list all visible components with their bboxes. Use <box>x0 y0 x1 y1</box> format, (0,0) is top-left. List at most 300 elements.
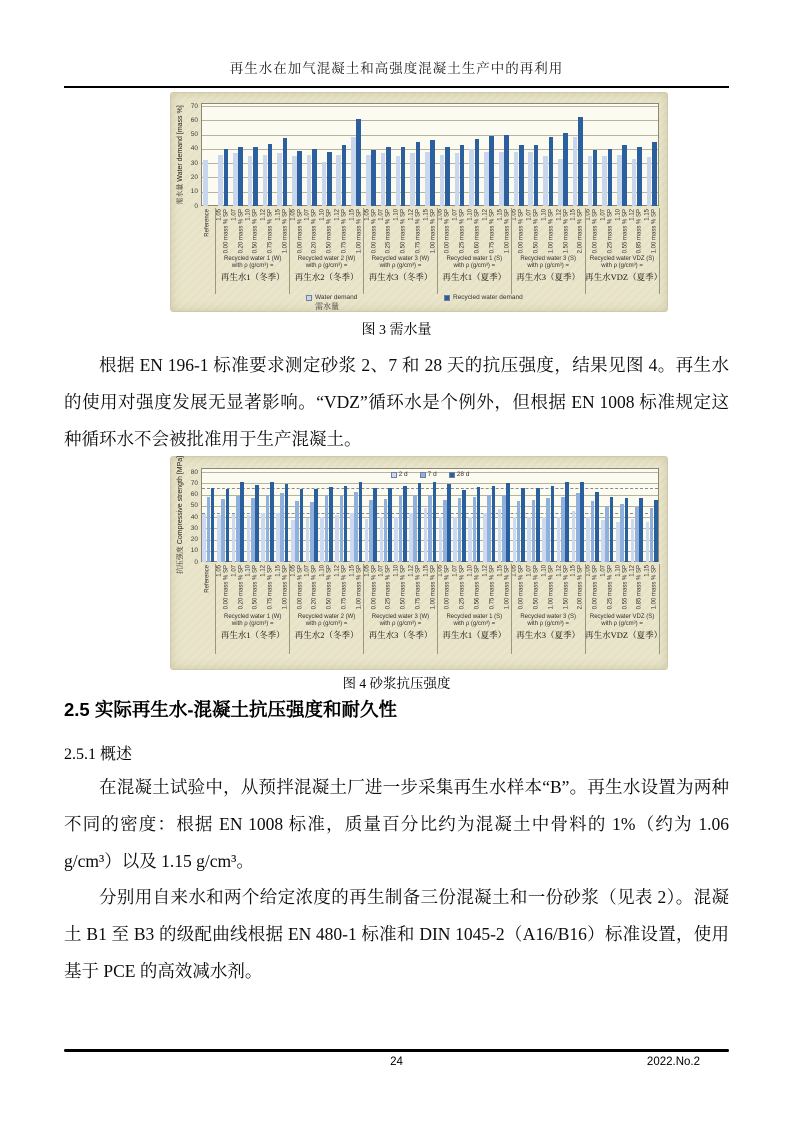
x-tick-label: 1.12 1.50 mass % SP <box>555 209 569 254</box>
x-tick-cell <box>349 564 364 614</box>
bar-recycled-water-demand <box>283 138 288 206</box>
bar-recycled-water-demand <box>297 151 302 206</box>
bar-7-d <box>369 500 373 562</box>
bar-7-d <box>546 498 550 562</box>
bar-2-d <box>276 513 280 563</box>
bar-water-demand <box>351 137 356 206</box>
paragraph-concrete-tests: 在混凝土试验中，从预拌混凝土厂进一步采集再生水样本“B”。再生水设置为两种不同的密度：根据 EN 1008 标准，质量百分比约为混凝土中骨料的 1%（约为 1.06 g/cm³）以及 1.15 g/cm³。 <box>64 777 729 871</box>
bar-28-d <box>477 487 481 562</box>
x-tick-label: 1.07 0.50 mass % SP <box>526 565 539 610</box>
x-tick-label: 1.12 0.75 mass % SP <box>408 565 421 610</box>
x-tick-cell <box>216 564 231 614</box>
group-name-en: Recycled water 1 (S) <box>446 614 503 620</box>
header-rule <box>64 86 729 88</box>
x-tick-label: 1.15 1.00 mass % SP <box>496 565 510 610</box>
bar-2-d <box>601 520 605 562</box>
x-tick-cell <box>452 564 467 614</box>
group-name-en: Recycled water 3 (W) <box>371 614 430 620</box>
bar-2-d <box>527 517 531 562</box>
bar-recycled-water-demand <box>268 144 273 206</box>
bar-recycled-water-demand <box>608 149 613 206</box>
x-tick-cell <box>644 208 659 256</box>
x-tick-cell <box>526 564 541 614</box>
group-density-note: with ρ (g/cm³) = <box>527 263 569 269</box>
x-tick-cell <box>393 564 408 614</box>
bar-recycled-water-demand <box>238 147 243 206</box>
x-tick-cell <box>615 564 630 614</box>
bar-water-demand <box>218 155 223 206</box>
legend-label-zh: 需水量 <box>315 301 339 311</box>
bar-recycled-water-demand <box>224 149 229 206</box>
x-tick-cell <box>304 564 319 614</box>
y-axis-tick-label: 0 <box>194 558 198 566</box>
bar-recycled-water-demand <box>327 152 332 206</box>
legend-label: Water demand <box>315 294 358 301</box>
bar-28-d <box>373 488 377 562</box>
bar-28-d <box>300 489 304 562</box>
x-group-label <box>585 614 663 654</box>
bar-28-d <box>610 497 614 562</box>
x-tick-label: 1.07 0.25 mass % SP <box>600 209 613 254</box>
x-tick-cell <box>482 564 497 614</box>
x-tick-cell <box>378 208 393 256</box>
bar-water-demand <box>469 149 474 206</box>
group-name-en: Recycled water 3 (S) <box>520 614 577 620</box>
x-tick-cell <box>423 208 438 256</box>
bar-recycled-water-demand <box>312 149 317 206</box>
bar-7-d <box>576 493 580 562</box>
bar-recycled-water-demand <box>622 145 627 206</box>
y-gridline <box>202 135 658 136</box>
footer-rule <box>64 1049 729 1052</box>
bar-water-demand <box>410 153 415 206</box>
x-tick-label: 1.10 0.50 mass % SP <box>245 209 259 254</box>
x-tick-label: 1.07 0.25 mass % SP <box>452 209 466 254</box>
x-tick-label: 1.10 0.56 mass % SP <box>467 565 480 610</box>
group-name-en: Recycled water 1 (W) <box>224 256 282 262</box>
x-tick-label: 1.07 0.20 mass % SP <box>304 565 318 610</box>
bar-28-d <box>639 498 643 562</box>
bar-recycled-water-demand <box>519 145 524 206</box>
y-axis-tick-label: 40 <box>190 513 198 521</box>
bar-water-demand <box>455 153 460 206</box>
x-tick-label: 1.07 0.20 mass % SP <box>230 209 244 254</box>
y-axis-tick-label: 50 <box>190 502 198 510</box>
group-density-note: with ρ (g/cm³) = <box>601 621 643 627</box>
bar-7-d <box>354 492 358 562</box>
bar-28-d <box>211 488 215 562</box>
x-group-label <box>437 614 511 654</box>
legend-entry <box>444 294 523 302</box>
x-tick-label: 1.05 0.00 mass % SP <box>585 209 599 254</box>
x-tick-label: 1.07 0.50 mass % SP <box>526 209 539 254</box>
legend-text <box>453 294 523 302</box>
bar-7-d <box>458 498 462 562</box>
x-tick-cell <box>231 208 246 256</box>
bar-7-d <box>310 502 314 562</box>
bar-recycled-water-demand <box>549 137 554 206</box>
bar-7-d <box>532 500 536 562</box>
y-axis-tick-label: 10 <box>190 547 198 555</box>
group-name-zh: 再生水3（夏季） <box>516 630 581 640</box>
legend-text <box>315 294 357 311</box>
x-tick-label: 1.12 0.85 mass % SP <box>629 565 643 610</box>
bar-recycled-water-demand <box>445 147 450 206</box>
x-tick-label: 1.05 0.00 mass % SP <box>437 565 451 610</box>
x-tick-label: 1.15 1.00 mass % SP <box>644 209 658 254</box>
page-header-title: 再生水在加气混凝土和高强度混凝土生产中的再利用 <box>229 61 564 76</box>
x-tick-cell <box>408 564 423 614</box>
subsection-heading-2-5-1: 2.5.1 概述 <box>64 746 133 763</box>
bar-28-d <box>344 486 348 563</box>
bar-water-demand <box>336 155 341 206</box>
bar-recycled-water-demand <box>489 136 494 206</box>
x-group-label <box>364 614 438 654</box>
x-tick-cell <box>408 208 423 256</box>
bar-28-d <box>403 486 407 563</box>
x-tick-cell <box>260 208 275 256</box>
bar-2-d <box>424 508 428 562</box>
legend-entry <box>420 471 437 479</box>
group-name-zh: 再生水1（夏季） <box>442 272 507 282</box>
x-tick-label: 1.07 0.20 mass % SP <box>304 209 318 254</box>
bar-water-demand <box>366 155 371 206</box>
x-tick-cell <box>437 564 452 614</box>
bar-water-demand <box>292 156 297 206</box>
x-tick-label: 1.15 1.00 mass % SP <box>275 209 288 254</box>
x-tick-label: 1.10 0.55 mass % SP <box>615 209 628 254</box>
group-name-zh: 再生水VDZ（夏季） <box>585 272 663 282</box>
bar-28-d <box>565 482 569 562</box>
bar-2-d <box>586 517 590 562</box>
group-name-zh: 再生水3（冬季） <box>368 630 433 640</box>
x-tick-label: 1.12 0.75 mass % SP <box>408 209 421 254</box>
x-tick-label: 1.12 0.75 mass % SP <box>482 565 495 610</box>
x-tick-label: 1.05 0.00 mass % SP <box>290 209 303 254</box>
x-tick-cell <box>245 564 260 614</box>
group-name-zh: 再生水2（冬季） <box>294 630 359 640</box>
legend-entry <box>391 471 408 479</box>
bar-7-d <box>620 504 624 563</box>
bar-28-d <box>226 489 230 562</box>
bar-recycled-water-demand <box>342 145 347 206</box>
x-tick-label: 1.15 1.00 mass % SP <box>644 565 658 610</box>
group-name-en: Recycled water 2 (W) <box>297 256 356 262</box>
x-tick-cell <box>245 208 260 256</box>
bar-7-d <box>443 500 447 562</box>
x-group-label <box>290 614 364 654</box>
bar-water-demand <box>588 156 593 206</box>
bar-2-d <box>247 515 251 562</box>
bar-7-d <box>340 496 344 562</box>
bar-7-d <box>384 499 388 562</box>
bar-2-d <box>335 515 339 562</box>
x-tick-label: 1.05 0.00 mass % SP <box>511 565 525 610</box>
bar-2-d <box>350 513 354 563</box>
x-tick-cell <box>260 564 275 614</box>
legend-label: 2 d <box>398 471 408 478</box>
x-tick-cell <box>364 208 379 256</box>
x-tick-cell <box>290 208 305 256</box>
bar-7-d <box>251 498 255 562</box>
bar-recycled-water-demand <box>563 133 568 206</box>
bar-2-d <box>498 509 502 562</box>
bar-recycled-water-demand <box>578 117 583 206</box>
group-name-zh: 再生水2（冬季） <box>294 272 359 282</box>
x-group-label <box>585 256 663 294</box>
bar-water-demand <box>263 155 268 206</box>
x-tick-label: 1.05 0.00 mass % SP <box>511 209 525 254</box>
x-tick-cell <box>349 208 364 256</box>
bar-28-d <box>270 482 274 562</box>
x-group-label <box>511 614 585 654</box>
legend-label: 7 d <box>427 471 437 478</box>
x-tick-label: 1.12 0.85 mass % SP <box>629 209 643 254</box>
x-tick-label: 1.05 0.00 mass % SP <box>290 565 303 610</box>
bar-water-demand <box>602 156 607 206</box>
bar-water-demand <box>632 159 637 206</box>
group-name-zh: 再生水1（冬季） <box>220 272 285 282</box>
group-density-note: with ρ (g/cm³) = <box>231 263 274 269</box>
group-density-note: with ρ (g/cm³) = <box>601 263 643 269</box>
bar-water-demand <box>381 153 386 206</box>
bar-recycled-water-demand <box>593 150 598 206</box>
x-tick-cell <box>275 564 290 614</box>
x-group-label <box>216 256 290 294</box>
bar-7-d <box>221 499 225 562</box>
bar-water-demand <box>248 156 253 206</box>
x-tick-label: 1.05 0.00 mass % SP <box>363 209 377 254</box>
bar-28-d <box>580 482 584 562</box>
bar-water-demand <box>543 156 548 206</box>
x-tick-label: 1.12 0.75 mass % SP <box>334 209 347 254</box>
legend-swatch <box>444 295 450 301</box>
bar-water-demand <box>233 153 238 206</box>
x-tick-label: 1.12 0.75 mass % SP <box>334 565 347 610</box>
bar-water-demand <box>322 162 327 206</box>
y-axis-tick-label: 30 <box>190 159 198 167</box>
x-tick-cell <box>541 208 556 256</box>
x-tick-label: 1.05 0.00 mass % SP <box>216 565 229 610</box>
x-tick-cell <box>437 208 452 256</box>
group-density-note: with ρ (g/cm³) = <box>379 263 422 269</box>
bar-2-d <box>202 514 206 562</box>
bar-28-d <box>521 488 525 562</box>
x-tick-cell <box>526 208 541 256</box>
x-tick-cell <box>585 564 600 614</box>
x-tick-label: 1.10 0.50 mass % SP <box>393 209 406 254</box>
bar-water-demand <box>499 152 504 206</box>
bar-7-d <box>236 496 240 562</box>
bar-28-d <box>388 488 392 562</box>
bar-2-d <box>409 513 413 563</box>
bar-2-d <box>320 517 324 562</box>
x-tick-label: 1.10 1.00 mass % SP <box>541 565 554 610</box>
x-tick-cell <box>556 208 571 256</box>
x-tick-cell <box>393 208 408 256</box>
bar-28-d <box>506 483 510 562</box>
x-tick-cell <box>378 564 393 614</box>
x-tick-cell <box>231 564 246 614</box>
legend-entry <box>306 294 357 311</box>
x-tick-label: 1.05 0.00 mass % SP <box>585 565 599 610</box>
group-density-note: with ρ (g/cm³) = <box>305 263 348 269</box>
group-name-en: Recycled water 3 (W) <box>371 256 430 262</box>
x-tick-cell <box>615 208 630 256</box>
paragraph-mix-design: 分别用自来水和两个给定浓度的再生制备三份混凝土和一份砂浆（见表 2）。混凝土 B1 至 B3 的级配曲线根据 EN 480-1 标准和 DIN 1045-2（A16/B16）标准设置，使用基于 PCE 的高效减水剂。 <box>64 887 729 981</box>
x-tick-label: Reference <box>204 565 211 593</box>
group-name-zh: 再生水1（夏季） <box>442 630 507 640</box>
bar-2-d <box>394 517 398 562</box>
x-tick-label: 1.07 0.25 mass % SP <box>600 565 613 610</box>
y-gridline <box>202 106 658 107</box>
y-axis-title: 抗压强度 Compressive strength [MPa] <box>177 455 184 575</box>
x-tick-label: 1.07 0.20 mass % SP <box>230 565 244 610</box>
x-tick-cell <box>629 208 644 256</box>
group-name-en: Recycled water 1 (S) <box>446 256 503 262</box>
x-tick-label: 1.10 0.55 mass % SP <box>615 565 628 610</box>
bar-recycled-water-demand <box>371 150 376 206</box>
bar-recycled-water-demand <box>430 140 435 206</box>
bar-water-demand <box>277 153 282 206</box>
bar-recycled-water-demand <box>401 147 406 206</box>
x-tick-label: 1.15 2.00 mass % SP <box>570 209 584 254</box>
x-tick-label: 1.15 2.00 mass % SP <box>570 565 584 610</box>
bar-7-d <box>591 501 595 562</box>
x-tick-cell <box>319 208 334 256</box>
y-axis-tick-label: 60 <box>190 491 198 498</box>
x-tick-cell <box>467 564 482 614</box>
y-axis-tick-label: 10 <box>190 188 198 196</box>
x-tick-cell <box>585 208 600 256</box>
bar-7-d <box>325 495 329 563</box>
x-tick-cell <box>556 564 571 614</box>
x-tick-cell <box>201 208 216 256</box>
bar-28-d <box>359 482 363 562</box>
bar-water-demand <box>558 159 563 206</box>
x-group-label <box>437 256 511 294</box>
bar-2-d <box>468 517 472 562</box>
bar-recycled-water-demand <box>475 139 480 206</box>
bar-recycled-water-demand <box>356 119 361 206</box>
group-density-note: with ρ (g/cm³) = <box>231 621 274 627</box>
bar-7-d <box>428 495 432 563</box>
bar-28-d <box>418 483 422 562</box>
bar-7-d <box>487 495 491 563</box>
figure4-caption: 图 4 砂浆抗压强度 <box>342 676 451 691</box>
group-name-en: Recycled water 3 (S) <box>520 256 577 262</box>
x-tick-label: 1.15 1.00 mass % SP <box>423 565 436 610</box>
x-tick-label: 1.10 0.50 mass % SP <box>319 565 333 610</box>
group-name-en: Recycled water VDZ (S) <box>589 256 655 262</box>
group-density-note: with ρ (g/cm³) = <box>379 621 422 627</box>
group-name-en: Recycled water VDZ (S) <box>589 614 655 620</box>
bar-water-demand <box>484 152 489 206</box>
x-tick-cell <box>319 564 334 614</box>
x-tick-label: 1.15 1.00 mass % SP <box>496 209 510 254</box>
x-tick-label: 1.07 0.25 mass % SP <box>378 565 392 610</box>
y-axis-tick-label: 60 <box>190 116 198 124</box>
x-tick-label: 1.10 0.50 mass % SP <box>319 209 333 254</box>
x-tick-cell <box>482 208 497 256</box>
figure4-compressive-strength-chart <box>170 456 668 670</box>
legend-swatch <box>306 295 312 301</box>
group-density-note: with ρ (g/cm³) = <box>453 621 496 627</box>
bar-28-d <box>433 482 437 562</box>
x-tick-cell <box>467 208 482 256</box>
bar-water-demand <box>425 152 430 206</box>
bar-28-d <box>447 484 451 562</box>
bar-recycled-water-demand <box>504 135 509 206</box>
bar-2-d <box>483 513 487 563</box>
x-tick-label: 1.07 0.25 mass % SP <box>378 209 392 254</box>
bar-2-d <box>291 520 295 562</box>
x-tick-label: 1.05 0.00 mass % SP <box>216 209 229 254</box>
bar-recycled-water-demand <box>386 147 391 206</box>
x-tick-cell <box>496 208 511 256</box>
legend-label: Recycled water demand <box>453 294 523 301</box>
bar-2-d <box>542 517 546 562</box>
bar-recycled-water-demand <box>253 147 258 206</box>
group-name-en: Recycled water 1 (W) <box>224 614 282 620</box>
x-tick-cell <box>600 564 615 614</box>
legend-swatch <box>420 472 426 478</box>
x-tick-cell <box>275 208 290 256</box>
figure3-water-demand-chart <box>170 92 668 312</box>
bar-2-d <box>513 517 517 562</box>
y-axis-tick-label: 40 <box>190 145 198 153</box>
y-axis-title: 需水量 Water demand [mass %] <box>177 104 184 205</box>
x-tick-label: 1.12 0.75 mass % SP <box>482 209 495 254</box>
x-tick-cell <box>496 564 511 614</box>
bar-2-d <box>631 519 635 562</box>
x-tick-label: 1.12 0.75 mass % SP <box>260 565 273 610</box>
group-density-note: with ρ (g/cm³) = <box>453 263 496 269</box>
legend-row <box>201 471 659 480</box>
x-tick-cell <box>511 208 526 256</box>
bar-28-d <box>654 500 658 562</box>
x-tick-label: 1.05 0.00 mass % SP <box>437 209 451 254</box>
x-tick-cell <box>644 564 659 614</box>
x-tick-cell <box>629 564 644 614</box>
y-axis-tick-label: 70 <box>190 102 198 110</box>
bar-2-d <box>453 517 457 562</box>
bar-2-d <box>380 517 384 562</box>
y-axis-tick-label: 20 <box>190 536 198 543</box>
y-axis-tick-label: 50 <box>190 131 198 139</box>
bar-28-d <box>492 486 496 562</box>
x-tick-label: 1.15 1.00 mass % SP <box>349 565 362 610</box>
x-tick-label: 1.05 0.00 mass % SP <box>363 565 377 610</box>
x-tick-label: 1.12 0.75 mass % SP <box>260 209 273 254</box>
bar-2-d <box>439 517 443 562</box>
x-tick-cell <box>290 564 305 614</box>
group-name-zh: 再生水VDZ（夏季） <box>585 630 663 640</box>
bar-7-d <box>605 506 609 562</box>
bar-2-d <box>365 519 369 562</box>
issue-number: 2022.No.2 <box>646 1056 700 1068</box>
x-tick-label: 1.10 0.50 mass % SP <box>393 565 406 610</box>
x-tick-label: 1.15 1.00 mass % SP <box>275 565 288 610</box>
bar-28-d <box>551 486 555 563</box>
bar-28-d <box>625 498 629 562</box>
x-group-label <box>216 614 290 654</box>
bar-28-d <box>240 482 244 562</box>
x-tick-label: 1.15 1.00 mass % SP <box>349 209 362 254</box>
legend-swatch <box>391 472 397 478</box>
bar-7-d <box>561 497 565 562</box>
bar-7-d <box>517 501 521 562</box>
